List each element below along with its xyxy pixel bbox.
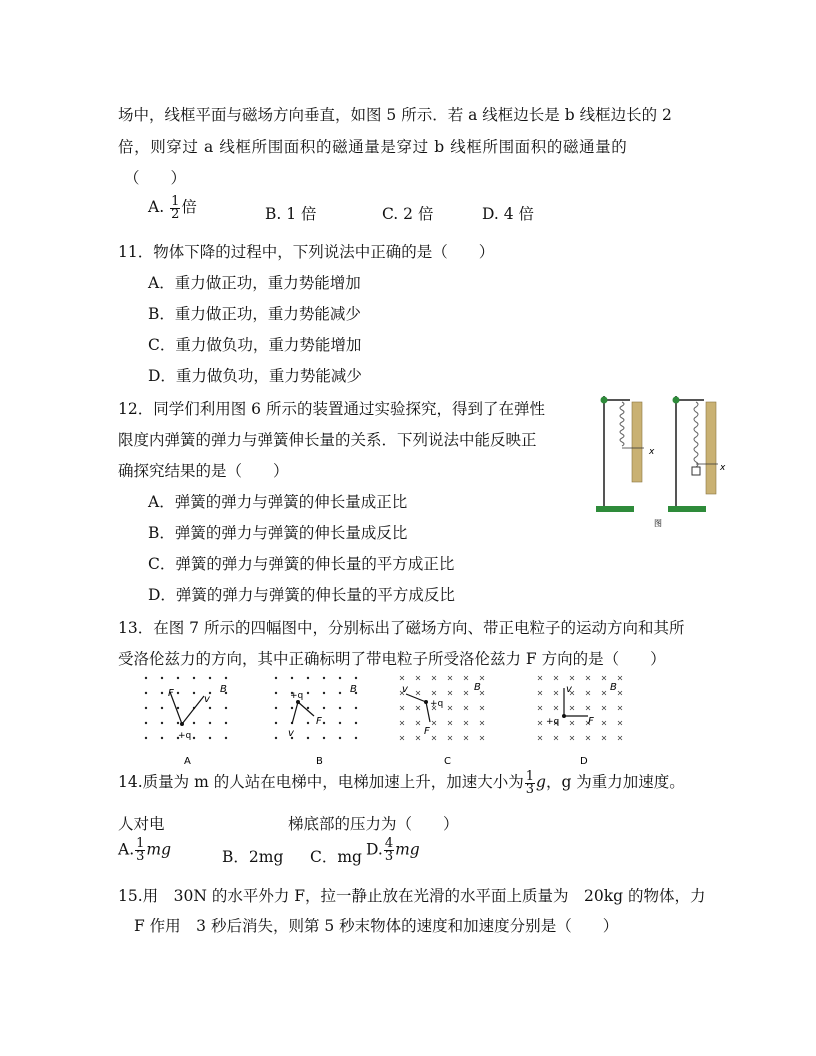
q15-line-2: F 作用 3 秒后消失，则第 5 秒末物体的速度和加速度分别是（ ） [134,917,619,935]
field-cross [618,676,622,680]
panel-a-velocity-label: v [204,694,210,705]
q11-option-c: C．重力做负功，重力势能增加 [148,336,362,354]
stand-left [596,396,655,512]
lorentz-force-figures [140,672,640,768]
panel-d [538,676,622,767]
q14-option-a-fraction: $\frac{1}{3}$ [136,836,145,864]
q15-line-1: 15.用 30N 的水平外力 F，拉一静止放在光滑的水平面上质量为 20kg 的物体，力 [118,887,706,905]
q14-option-d-prefix: D. [366,840,383,859]
q14-line-1b: g [536,773,546,791]
field-cross [554,691,558,695]
q14-line-1a: 14.质量为 m 的人站在电梯中，电梯加速上升，加速大小为 [118,773,524,791]
field-dot [225,707,227,709]
field-cross [400,706,404,710]
field-cross [586,736,590,740]
field-dot [145,737,147,739]
field-cross [570,736,574,740]
field-dot [225,677,227,679]
panel-c-velocity-label: v [402,684,408,695]
field-dot [339,707,341,709]
field-cross [464,676,468,680]
field-cross [538,721,542,725]
panel-b-force-label: F [316,716,322,727]
panel-a-charge-label: +q [178,731,192,741]
field-cross [602,676,606,680]
field-cross [432,676,436,680]
field-dot [355,722,357,724]
field-dot [161,722,163,724]
panel-c-label: C [444,756,451,767]
field-dot [177,692,179,694]
field-dot [209,737,211,739]
q11-stem: 11．物体下降的过程中，下列说法中正确的是（ ） [118,243,495,261]
field-cross [464,706,468,710]
panel-b-label: B [316,756,323,767]
q14-option-d-suffix: mg [395,840,420,859]
field-cross [480,676,484,680]
q14-option-a [118,838,171,863]
field-cross [602,721,606,725]
x-label-right: x [720,463,726,473]
field-cross [432,736,436,740]
panel-d-label: D [580,756,588,767]
field-cross [464,721,468,725]
field-dot [355,737,357,739]
field-cross [480,706,484,710]
field-dot [145,707,147,709]
field-dot [339,737,341,739]
field-dot [307,722,309,724]
field-dot [209,707,211,709]
field-cross [618,706,622,710]
field-dot [209,677,211,679]
q10-option-b: B. 1 倍 [265,205,317,223]
field-cross [448,676,452,680]
q14-option-c: C．mg [310,848,362,866]
field-cross [538,691,542,695]
field-dot [193,722,195,724]
q10-option-c: C. 2 倍 [382,205,434,223]
q11-option-b: B．重力做正功，重力势能减少 [148,305,361,323]
panel-c-charge-label: +q [430,699,444,709]
q14-option-a-prefix: A. [118,840,135,859]
panel-c-field-label: B [474,682,481,693]
field-dot [323,707,325,709]
field-cross [448,721,452,725]
panel-a-field-label: B [220,684,227,695]
q14-line-1c: ，g 为重力加速度。 [545,773,685,791]
field-dot [225,737,227,739]
field-dot [355,677,357,679]
field-cross [432,721,436,725]
q14-line-1 [118,770,685,796]
field-cross [538,736,542,740]
q14-option-b: B．2mg [222,848,284,866]
field-cross [400,676,404,680]
field-dot [275,707,277,709]
field-dot [291,707,293,709]
field-dot [291,677,293,679]
q10-option-a-prefix: A. [148,198,165,216]
field-cross [538,706,542,710]
q10-line-3: （ ） [124,169,187,187]
field-cross [570,706,574,710]
field-dot [323,737,325,739]
field-dot [177,722,179,724]
field-dot [323,722,325,724]
stand-right [668,396,726,512]
q13-line-2: 受洛伦兹力的方向，其中正确标明了带电粒子所受洛伦兹力 F 方向的是（ ） [118,650,666,668]
panel-a-label: A [184,756,191,767]
field-dot [193,692,195,694]
field-cross [618,691,622,695]
q10-option-d: D. 4 倍 [482,205,535,223]
field-dot [193,737,195,739]
field-dot [323,677,325,679]
field-cross [480,736,484,740]
field-dot [209,722,211,724]
field-dot [339,692,341,694]
q10-option-a-fraction: $\frac{1}{2}$ [171,193,180,222]
field-cross [480,721,484,725]
panel-d-charge-label: +q [546,717,560,727]
q12-line-2: 限度内弹簧的弹力与弹簧伸长量的关系．下列说法中能反映正 [118,431,537,449]
q10-line-2: 倍，则穿过 a 线框所围面积的磁通量是穿过 b 线框所围面积的磁通量的 [118,138,628,156]
q14-acceleration-fraction: $\frac{1}{3}$ [525,768,534,797]
field-dot [161,677,163,679]
field-dot [307,692,309,694]
figure-caption: 图 [654,519,662,528]
field-cross [602,691,606,695]
field-dot [161,692,163,694]
field-dot [275,692,277,694]
field-dot [193,677,195,679]
field-cross [432,691,436,695]
field-dot [225,722,227,724]
field-cross [464,736,468,740]
field-cross [416,676,420,680]
field-cross [416,721,420,725]
field-cross [586,691,590,695]
panel-a-force-label: F [168,688,174,699]
q12-option-b: B．弹簧的弹力与弹簧的伸长量成反比 [148,524,408,542]
field-dot [323,692,325,694]
field-cross [618,736,622,740]
q13-line-1: 13．在图 7 所示的四幅图中，分别标出了磁场方向、带正电粒子的运动方向和其所 [118,619,685,637]
q14-line-2b: 梯底部的压力为（ ） [288,815,459,833]
field-cross [416,691,420,695]
panel-d-velocity-label: v [566,684,572,695]
panel-d-field-label: B [610,682,617,693]
field-dot [275,677,277,679]
panel-b [275,677,357,767]
field-cross [448,691,452,695]
weight-block [692,467,700,475]
x-label-left: x [649,447,655,457]
field-dot [339,677,341,679]
field-dot [307,707,309,709]
panel-d-force-label: F [588,716,594,727]
field-cross [448,736,452,740]
field-dot [307,677,309,679]
q10-line-1: 场中，线框平面与磁场方向垂直，如图 5 所示．若 a 线框边长是 b 线框边长的 2 [118,106,672,124]
field-cross [618,721,622,725]
q12-option-c: C．弹簧的弹力与弹簧的伸长量的平方成正比 [148,555,455,573]
panel-b-field-label: B [350,684,357,695]
field-cross [586,676,590,680]
field-cross [570,676,574,680]
field-dot [161,737,163,739]
q10-option-a [148,195,197,221]
spring-apparatus-figure [592,388,726,528]
panel-b-charge-label: +q [290,691,304,701]
field-cross [416,706,420,710]
field-dot [161,707,163,709]
field-dot [355,707,357,709]
field-dot [177,707,179,709]
field-cross [602,736,606,740]
q12-line-3: 确探究结果的是（ ） [118,462,289,480]
q14-option-a-suffix: mg [146,840,172,859]
field-cross [448,706,452,710]
field-cross [554,706,558,710]
q10-option-a-suffix: 倍 [181,198,197,216]
field-dot [145,722,147,724]
field-cross [586,706,590,710]
field-dot [275,722,277,724]
field-cross [602,706,606,710]
field-dot [307,737,309,739]
field-cross [554,736,558,740]
q12-option-d: D．弹簧的弹力与弹簧的伸长量的平方成反比 [148,586,455,604]
q12-line-1: 12．同学们利用图 6 所示的装置通过实验探究，得到了在弹性 [118,400,545,418]
q11-option-a: A．重力做正功，重力势能增加 [148,274,361,292]
field-dot [339,722,341,724]
field-cross [554,676,558,680]
q12-option-a: A．弹簧的弹力与弹簧的伸长量成正比 [148,493,408,511]
panel-b-velocity-label: v [288,728,294,739]
field-cross [400,736,404,740]
q14-line-2a: 人对电 [118,815,165,833]
field-dot [177,677,179,679]
field-cross [464,691,468,695]
panel-c [400,676,484,767]
field-dot [145,692,147,694]
field-cross [538,676,542,680]
field-cross [570,721,574,725]
panel-c-force-label: F [424,726,430,737]
q11-option-d: D．重力做负功，重力势能减少 [148,367,362,385]
q14-option-d [366,838,420,863]
field-cross [416,736,420,740]
field-dot [145,677,147,679]
q14-option-d-fraction: $\frac{4}{3}$ [384,836,394,864]
panel-a [145,672,325,767]
field-cross [400,721,404,725]
field-dot [275,737,277,739]
